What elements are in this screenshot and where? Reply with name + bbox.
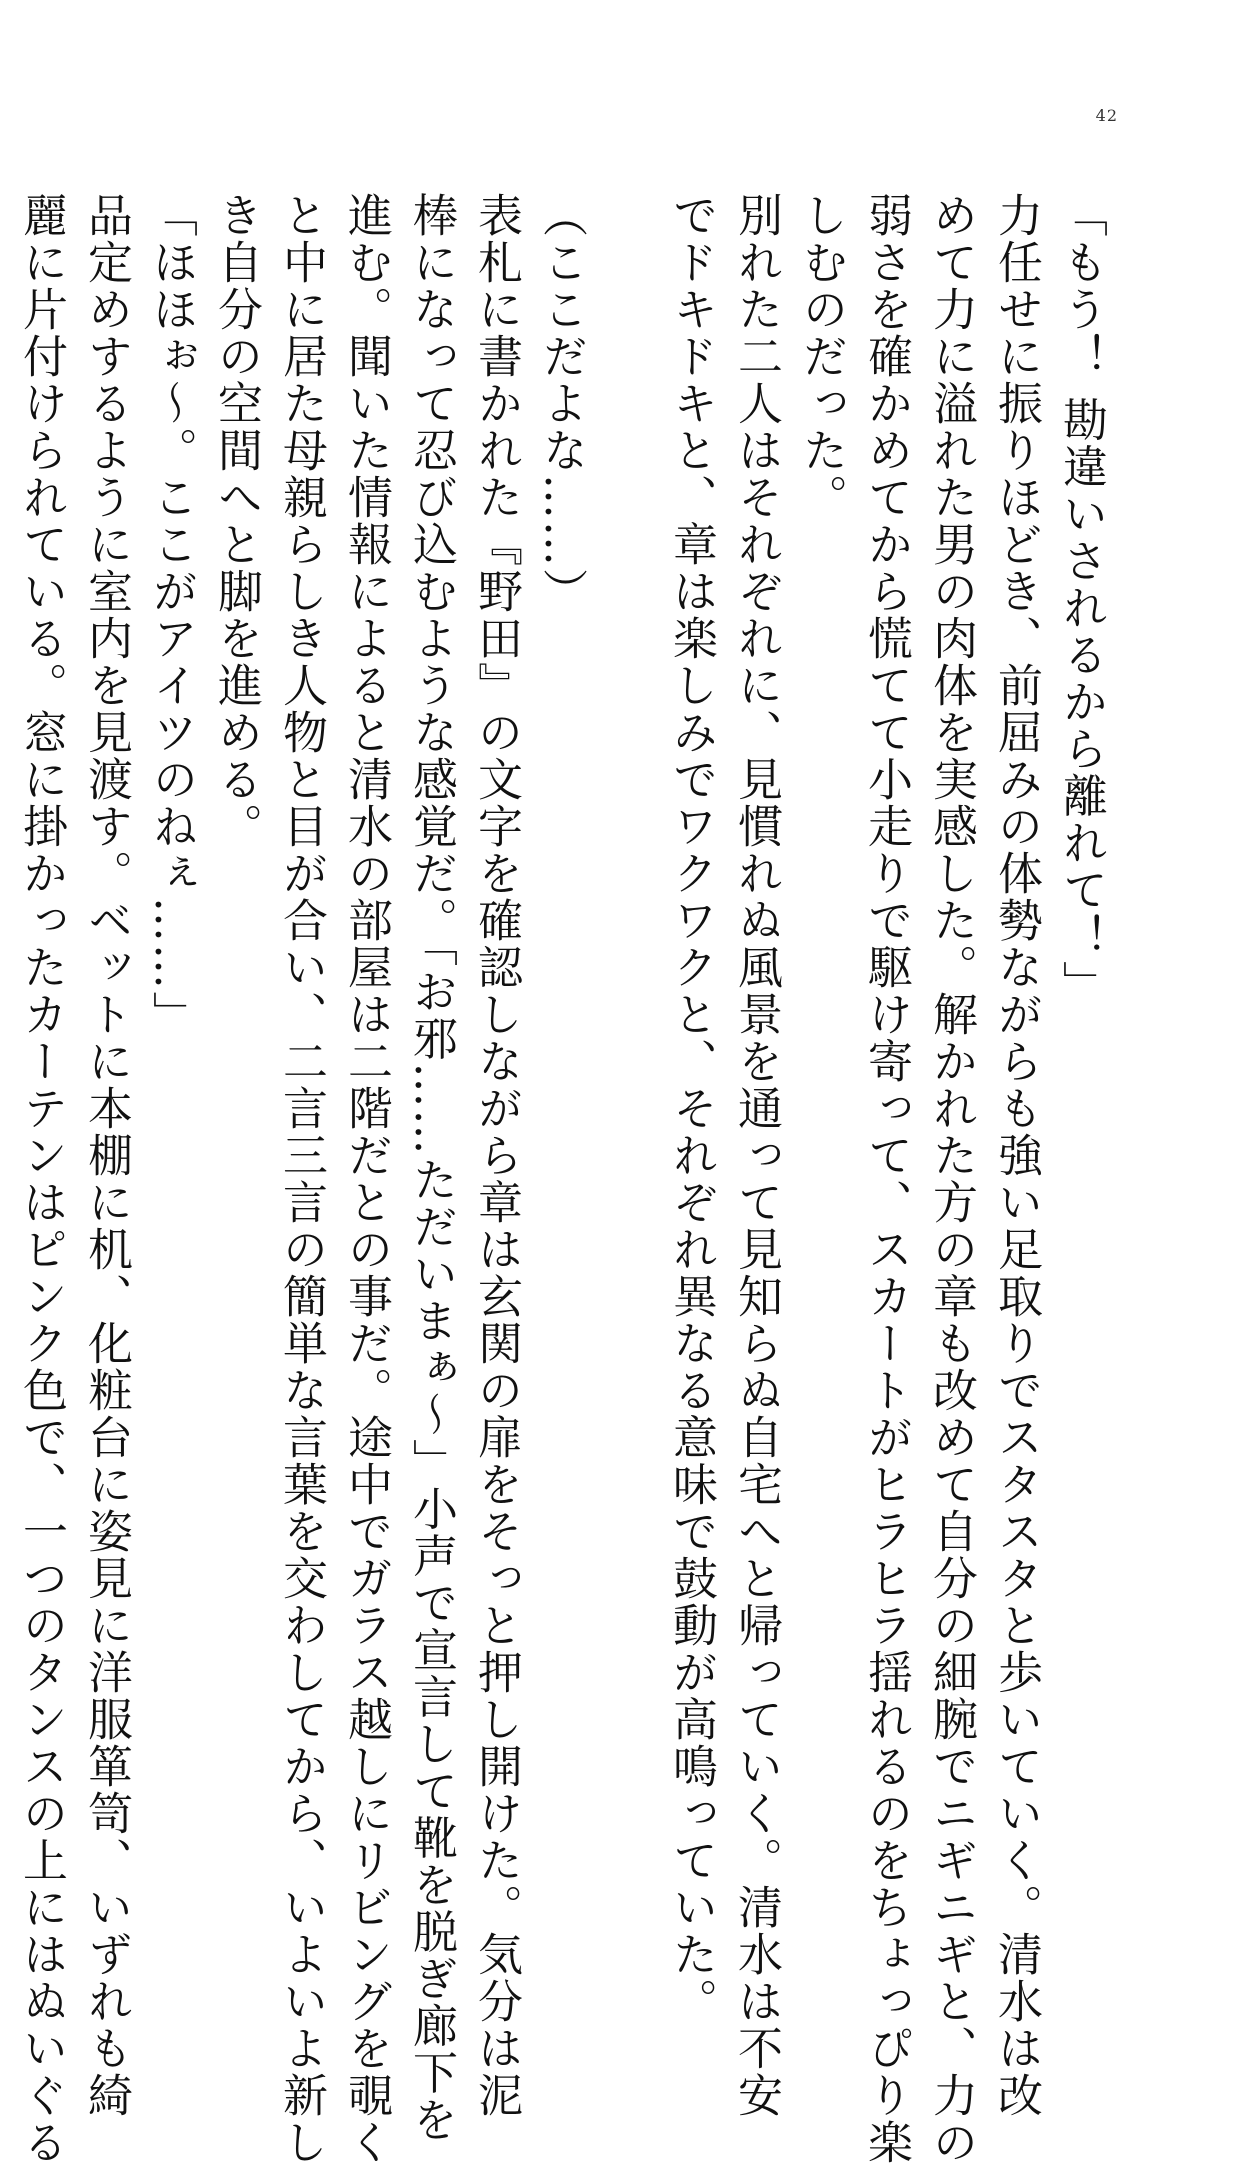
text-line: 進む。聞いた情報によると清水の部屋は二階だとの事だ。途中でガラス越しにリビングを覗く [340, 192, 393, 2166]
text-line: めて力に溢れた男の肉体を実感した。解かれた方の章も改めて自分の細腕でニギニギと、力の [925, 192, 978, 2166]
text-line: き自分の空間へと脚を進める。 [210, 192, 263, 850]
text-line: 力任せに振りほどき、前屈みの体勢ながらも強い足取りでスタスタと歩いていく。清水は改 [990, 192, 1043, 2119]
text-line: 別れた二人はそれぞれに、見慣れぬ風景を通って見知らぬ自宅へと帰っていく。清水は不安 [730, 192, 783, 2119]
text-line: （ここだよな……） [535, 192, 588, 615]
blank-line [594, 192, 659, 1662]
body-text [15, 192, 1114, 2166]
text-line: しむのだった。 [795, 192, 848, 521]
text-line: 「もう！ 勘違いされるから離れて！」 [1055, 192, 1108, 1008]
page-number: 42 [1095, 106, 1118, 125]
text-line: 表札に書かれた『野田』の文字を確認しながら章は玄関の扉をそっと押し開けた。気分は泥 [470, 192, 523, 2119]
text-line: 弱さを確かめてから慌てて小走りで駆け寄って、スカートがヒラヒラ揺れるのをちょっぴり楽 [860, 192, 913, 2166]
text-line: でドキドキと、章は楽しみでワクワクと、それぞれ異なる意味で鼓動が高鳴っていた。 [665, 192, 718, 2025]
text-line: 棒になって忍び込むような感覚だ。「お邪……ただいまぁ～」小声で宣言して靴を脱ぎ廊下を [405, 192, 458, 2144]
text-line: 「ほほぉ～。ここがアイツのねぇ……」 [145, 192, 198, 1038]
text-line: 品定めするように室内を見渡す。ベットに本棚に机、化粧台に姿見に洋服箪笥、いずれも綺 [80, 192, 133, 2119]
text-line: と中に居た母親らしき人物と目が合い、二言三言の簡単な言葉を交わしてから、いよいよ新し [275, 192, 328, 2166]
text-line: 麗に片付けられている。窓に掛かったカーテンはピンク色で、一つのタンスの上にはぬいぐる [15, 192, 68, 2166]
